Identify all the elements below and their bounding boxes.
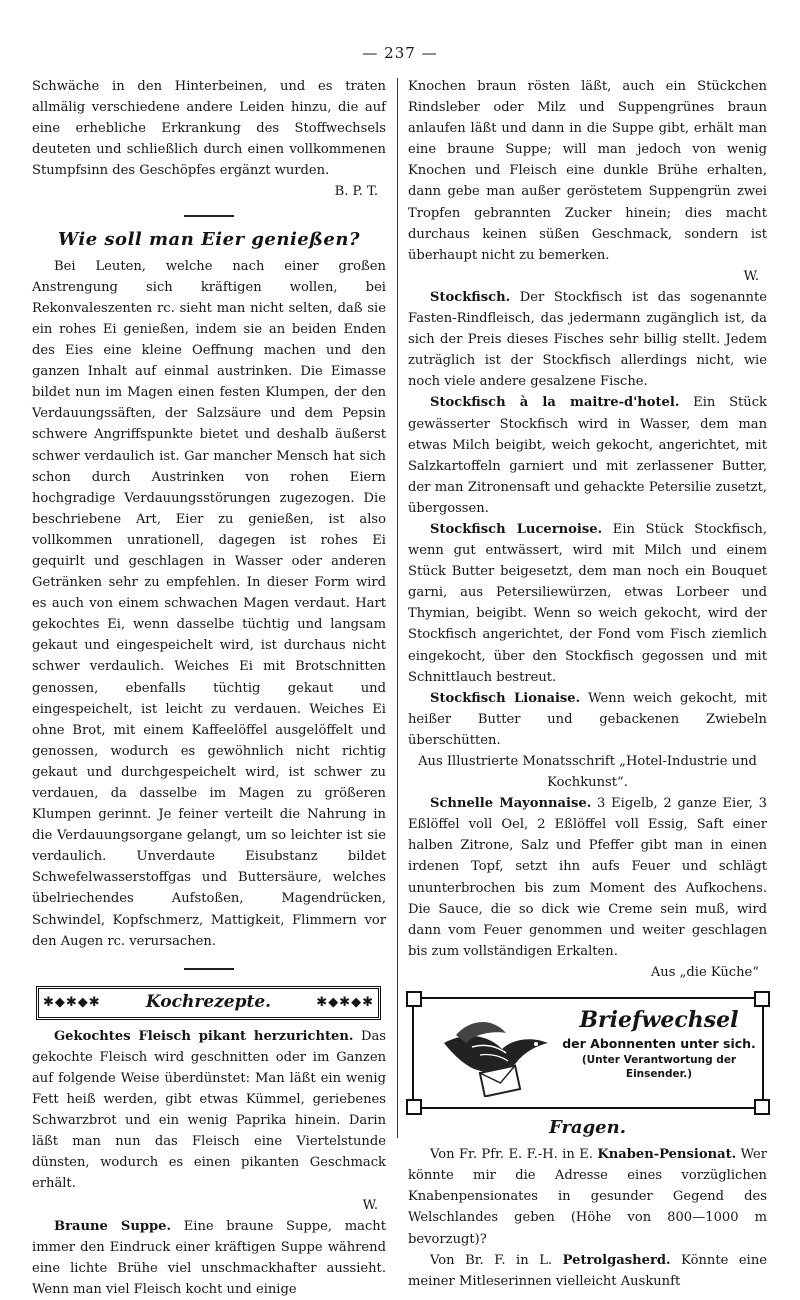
recipe-stockfish — [408, 287, 767, 392]
eggs-article-title: Wie soll man Eier genießen? — [57, 228, 361, 250]
ornament-left-icon: ✱◆✱◆✱ — [43, 995, 101, 1011]
author-signature: B. P. T. — [334, 184, 378, 200]
recipe-soup-signature: W. — [743, 268, 759, 284]
page-number: — 237 — — [362, 44, 438, 62]
left-column — [32, 76, 386, 1300]
recipe-stockfish-maitre-heading: Stockfisch à la maitre-d'hotel. — [430, 395, 680, 411]
recipe-mayonnaise-heading: Schnelle Mayonnaise. — [430, 796, 592, 812]
recipe-stockfish-text: Der Stockfisch ist das sogenannte Fasten-Rindfleisch, das jedermann zugänglich ist, da sich der Preis dieses Fisches sehr billig stellt. Jedem zuträglich ist der Stockfisch allerdings nicht, wie noch viele andere gesalzene Fische. — [408, 289, 767, 390]
recipe-soup-heading: Braune Suppe. — [54, 1218, 172, 1234]
recipe-stockfish-maitre — [408, 392, 767, 519]
recipe-stockfish-lucernoise-text: Ein Stück Stockfisch, wenn gut entwässert, wird mit Milch und einem Stück Butter beigesetzt, dem man noch ein Bouquet garni, aus Petersiliewürzen, etwas Lorbeer und Thymian, beigibt. Wenn so weich gekocht, wird der Stockfisch angerichtet, der Fond vom Fisch ziemlich eingekocht, über den Stockfisch gegossen und mit Schnittlauch bestreut. — [408, 521, 767, 685]
question-1-text: Wer könnte mir die Adresse eines vorzüglichen Knabenpensionates in gesunder Gegend des Welschlandes geben (Höhe von 800—1000 m bevorzugt)? — [408, 1147, 767, 1247]
recipe-stockfish-maitre-text: Ein Stück gewässerter Stockfisch wird in Wasser, dem man etwas Milch beigibt, weich gekocht, angerichtet, mit Salzkartoffeln garniert und mit zerlassener Butter, der man Zitronensaft und gehackte Petersilie zusetzt, übergossen. — [408, 395, 767, 516]
eggs-article-text: Bei Leuten, welche nach einer großen Anstrengung sich kräftigen wollen, bei Rekonvaleszenten rc. sieht man nicht selten, daß sie ein rohes Ei genießen, indem sie an beiden Enden des Eies eine kleine Oeffnung machen und den ganzen Inhalt auf einmal austrinken. Die Eimasse bildet nun im Magen einen festen Klumpen, der den Verdauungssäften, der Salzsäure und dem Pepsin schwere Angriffspunkte bietet und deshalb äußerst schwer verdaulich ist. Gar mancher Mensch hat sich schon durch Austrinken von rohen Eiern hochgradige Verdauungsstörungen zugezogen. Die beschriebene Art, Eier zu genießen, ist also vollkommen unrationell, dagegen ist rohes Ei gequirlt und geschlagen in Wasser oder anderen Getränken sehr zu empfehlen. In dieser Form wird es auch von einem schwachen Magen verdaut. Hart gekochtes Ei, wenn dasselbe tüchtig und langsam gekaut und eingespeichelt wird, ist durchaus nicht schwer verdaulich. Weiches Ei mit Brotschnitten genossen, ebenfalls tüchtig gekaut und eingespeichelt, ist leicht zu verdauen. Weiches Ei ohne Brot, mit einem Kaffeelöffel ausgelöffelt und genossen, wodurch es gewöhnlich nicht richtig gekaut und durchgespeichelt wird, ist schwer zu verdauen, da dasselbe im Magen zu größeren Klumpen gerinnt. Je feiner verteilt die Nahrung in die Verdauungsorgane gelangt, um so leichter ist sie verdaulich. Unverdaute Eisubstanz bildet Schwefelwasserstoffgas und Buttersäure, welches übelriechendes Aufstoßen, Magendrücken, Schwindel, Kopfschmerz, Mattigkeit, Flimmern vor den Augen rc. verursachen. — [32, 258, 386, 949]
box-corner — [754, 1099, 770, 1115]
correspondence-box — [412, 997, 764, 1109]
recipe-stockfish-lionaise-heading: Stockfisch Lionaise. — [430, 690, 581, 706]
recipe-stockfish-heading: Stockfisch. — [430, 289, 511, 305]
section-divider — [184, 215, 234, 217]
recipe-mayonnaise-text: 3 Eigelb, 2 ganze Eier, 3 Eßlöffel voll Oel, 2 Eßlöffel voll Essig, Saft einer halben Zitrone, Salz und Pfeffer gibt man in einen irdenen Topf, setzt ihn aufs Feuer und schlägt ununterbrochen bis zum Moment des Aufkochens. Die Sauce, die so dick wie Creme sein muß, wird dann vom Feuer genommen und weiter geschlagen bis zum vollständigen Erkalten. — [408, 796, 767, 959]
recipe-stockfish-lucernoise-heading: Stockfisch Lucernoise. — [430, 521, 603, 537]
recipes-banner-title: Kochrezepte. — [145, 992, 272, 1013]
question-1 — [408, 1144, 767, 1249]
recipe-meat-heading: Gekochtes Fleisch pikant herzurichten. — [54, 1028, 354, 1044]
question-1-heading: Knaben-Pensionat. — [597, 1147, 737, 1163]
recipe-stockfish-lucernoise — [408, 519, 767, 688]
source-citation: Aus „die Küche“ — [650, 964, 759, 980]
section-divider — [184, 968, 234, 970]
recipe-soup-text: Eine braune Suppe, macht immer den Eindruck einer kräftigen Suppe während eine lichte Brühe viel unschmackhafter aussieht. Wenn man viel Fleisch kocht und einige — [32, 1218, 386, 1297]
questions-heading: Fragen. — [548, 1117, 626, 1139]
correspondence-note: (Unter Verantwortung der Einsender.) — [581, 1054, 737, 1081]
recipe-stockfish-lionaise-text: Wenn weich gekocht, mit heißer Butter und gebackenen Zwiebeln überschütten. — [408, 690, 767, 748]
bird-with-letter-icon — [436, 1013, 556, 1097]
correspondence-title: Briefwechsel — [579, 1007, 739, 1034]
recipe-stockfish-lionaise — [408, 688, 767, 751]
recipe-meat — [32, 1026, 386, 1195]
ornament-right-icon: ✱◆✱◆✱ — [316, 995, 374, 1011]
question-2-sender: Von Br. F. in L. — [430, 1252, 553, 1268]
recipe-meat-text: Das gekochte Fleisch wird geschnitten oder im Ganzen auf folgende Weise überdünstet: Man läßt ein wenig Fett heiß werden, gibt etwas Kümmel, geriebenes Schwarzbrot und ein wenig Paprika hinein. Darin läßt man nun das Fleisch eine Viertelstunde dünsten, wodurch es einen pikanten Geschmack erhält. — [32, 1028, 386, 1192]
box-corner — [406, 1099, 422, 1115]
recipe-soup — [32, 1216, 386, 1300]
correspondence-subtitle: der Abonnenten unter sich. — [562, 1036, 756, 1052]
recipe-soup-continuation: Knochen braun rösten läßt, auch ein Stückchen Rindsleber oder Milz und Suppengrünes braun anlaufen läßt und dann in die Suppe gibt, erhält man eine braune Suppe; will man jedoch von wenig Knochen und Fleisch eine dunkle Brühe erhalten, dann gebe man außer geröstetem Suppengrün zwei Tropfen gebrannten Zucker hinein; dies macht durchaus keinen süßen Geschmack, sondern ist überhaupt nicht zu bemerken. — [408, 79, 767, 263]
column-divider — [397, 78, 398, 1138]
recipe-meat-signature: W. — [362, 1197, 378, 1213]
question-2-text: Könnte eine meiner Mitleserinnen vielleicht Auskunft — [408, 1252, 767, 1289]
box-corner — [406, 991, 422, 1007]
question-2-heading: Petrolgasherd. — [562, 1252, 671, 1268]
correspondence-box-text — [560, 1005, 758, 1081]
question-2 — [408, 1250, 767, 1292]
recipes-banner — [36, 986, 381, 1020]
recipe-mayonnaise — [408, 793, 767, 962]
article-continuation: Schwäche in den Hinterbeinen, und es traten allmälig verschiedene andere Leiden hinzu, die auf eine erhebliche Erkrankung des Stoffwechsels deuteten und schließlich durch einen vollkommenen Stumpfsinn des Geschöpfes ergänzt wurden. — [32, 79, 386, 179]
question-1-sender: Von Fr. Pfr. E. F.-H. in E. — [430, 1147, 593, 1163]
right-column — [408, 76, 767, 1292]
source-citation: Aus Illustrierte Monatsschrift „Hotel-Industrie und Kochkunst“. — [418, 754, 757, 791]
